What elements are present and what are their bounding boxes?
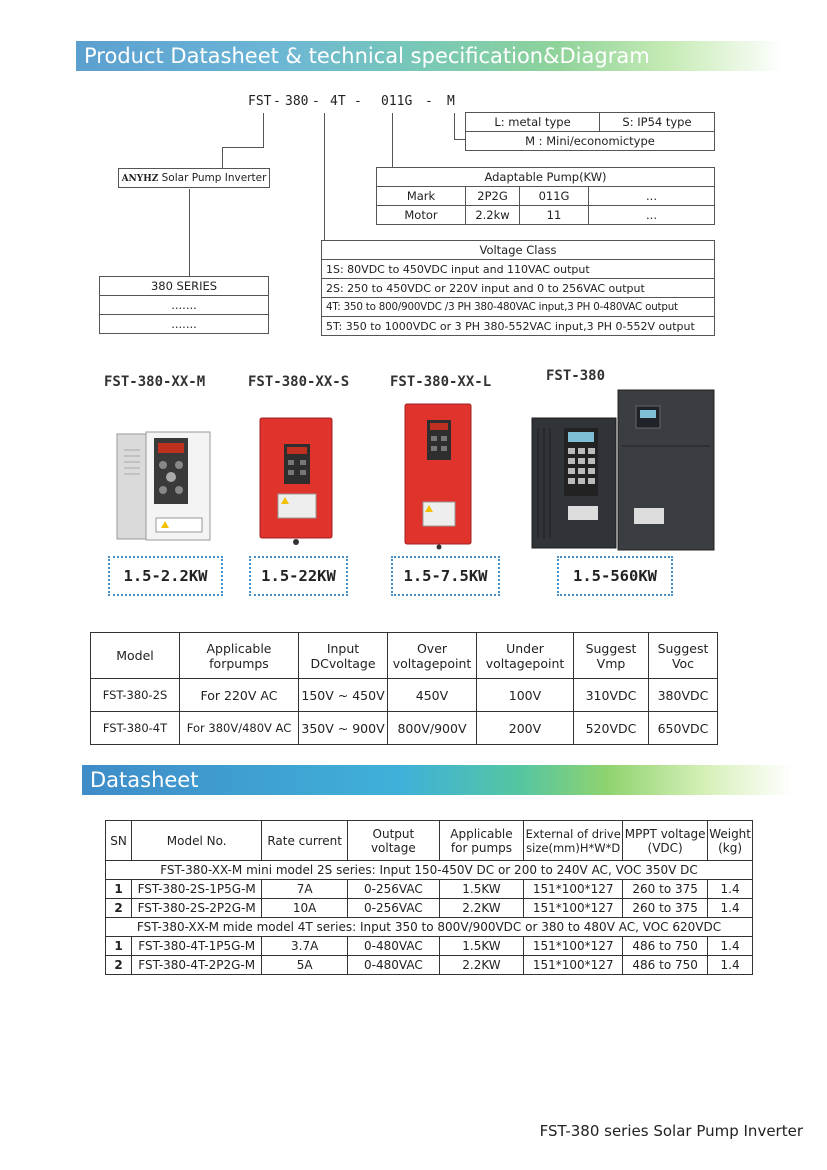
table-row	[106, 880, 753, 899]
model-table-cell: 380VDC	[649, 679, 718, 712]
pump-table-title: Adaptable Pump(KW)	[377, 168, 715, 187]
product-name-m: FST-380-XX-M	[104, 374, 206, 390]
model-table-cell: 150V ~ 450V	[299, 679, 388, 712]
voltage-table	[321, 240, 715, 336]
pump-cell: 2P2G	[466, 187, 520, 206]
datasheet-group-title: FST-380-XX-M mini model 2S series: Input 150-450V DC or 200 to 240V AC, VOC 350V DC	[106, 861, 753, 880]
voltage-row: 1S: 80VDC to 450VDC input and 110VAC output	[322, 260, 715, 279]
model-table-header: Applicable forpumps	[180, 633, 299, 679]
voltage-row: 2S: 250 to 450VDC or 220V input and 0 to 256VAC output	[322, 279, 715, 298]
datasheet-cell: 151*100*127	[524, 880, 623, 899]
code-part-4t: 4T	[330, 94, 346, 109]
pump-cell: 2.2kw	[466, 206, 520, 225]
model-table	[90, 632, 718, 745]
datasheet-cell: 486 to 750	[623, 937, 708, 956]
datasheet-group-title: FST-380-XX-M mide model 4T series: Input 350 to 800V/900VDC or 380 to 480V AC, VOC 620VDC	[106, 918, 753, 937]
datasheet-cell: FST-380-4T-2P2G-M	[132, 956, 262, 975]
datasheet-cell: 1.4	[708, 880, 753, 899]
power-label-m: 1.5-2.2KW	[108, 556, 223, 596]
brand-box	[118, 168, 270, 188]
datasheet-cell: 486 to 750	[623, 956, 708, 975]
pump-cell: 011G	[520, 187, 589, 206]
model-table-header: Over voltagepoint	[388, 633, 477, 679]
brand-label: Solar Pump Inverter	[161, 172, 267, 184]
pump-table	[376, 167, 715, 225]
model-table-header: Input DCvoltage	[299, 633, 388, 679]
connector-line	[454, 113, 455, 140]
series-cell: .......	[100, 296, 269, 315]
voltage-row: 4T: 350 to 800/900VDC /3 PH 380-480VAC input,3 PH 0-480VAC output	[322, 298, 715, 317]
pump-cell: Motor	[377, 206, 466, 225]
connector-line	[392, 113, 393, 167]
datasheet-cell: 1.4	[708, 956, 753, 975]
datasheet-cell: 0-256VAC	[348, 880, 439, 899]
datasheet-cell: 2	[106, 899, 132, 918]
code-dash: -	[354, 94, 362, 109]
datasheet-cell: 1	[106, 880, 132, 899]
datasheet-cell: 260 to 375	[623, 899, 708, 918]
inverter-image-s	[258, 416, 334, 546]
series-table	[99, 276, 269, 334]
inverter-image-fst380	[530, 388, 716, 552]
datasheet-cell: FST-380-4T-1P5G-M	[132, 937, 262, 956]
datasheet-cell: FST-380-2S-1P5G-M	[132, 880, 262, 899]
datasheet-cell: 5A	[262, 956, 348, 975]
footer-text: FST-380 series Solar Pump Inverter	[539, 1122, 803, 1140]
datasheet-header: Applicable for pumps	[439, 821, 524, 861]
datasheet-header: Rate current	[262, 821, 348, 861]
datasheet-header: SN	[106, 821, 132, 861]
datasheet-cell: 151*100*127	[524, 937, 623, 956]
datasheet-cell: 2.2KW	[439, 956, 524, 975]
connector-line	[222, 147, 223, 168]
banner-title: Product Datasheet & technical specification&Diagram	[84, 44, 650, 68]
datasheet-header: External of drive size(mm)H*W*D	[524, 821, 623, 861]
model-code	[248, 94, 468, 112]
model-table-header: Model	[91, 633, 180, 679]
datasheet-table	[105, 820, 753, 975]
section-banner-datasheet	[82, 765, 792, 795]
model-table-cell: 310VDC	[574, 679, 649, 712]
datasheet-cell: 151*100*127	[524, 899, 623, 918]
datasheet-cell: 10A	[262, 899, 348, 918]
code-dash: -	[312, 94, 320, 109]
banner-title: Datasheet	[90, 768, 199, 792]
model-table-header: Suggest Vmp	[574, 633, 649, 679]
inverter-image-mini	[116, 430, 212, 544]
datasheet-cell: 2.2KW	[439, 899, 524, 918]
code-part-380: 380	[285, 94, 309, 109]
datasheet-cell: FST-380-2S-2P2G-M	[132, 899, 262, 918]
connector-line	[324, 113, 325, 240]
power-label-s: 1.5-22KW	[249, 556, 348, 596]
datasheet-cell: 151*100*127	[524, 956, 623, 975]
model-table-cell: 200V	[477, 712, 574, 745]
type-table	[465, 112, 715, 151]
type-mini: M : Mini/economictype	[466, 132, 715, 151]
brand-logo: ANYHZ	[121, 174, 159, 184]
datasheet-cell: 1.4	[708, 899, 753, 918]
datasheet-cell: 1.4	[708, 937, 753, 956]
model-table-cell: 100V	[477, 679, 574, 712]
series-cell: .......	[100, 315, 269, 334]
connector-line	[222, 147, 264, 148]
model-table-cell: 450V	[388, 679, 477, 712]
datasheet-cell: 1.5KW	[439, 880, 524, 899]
pump-cell: 11	[520, 206, 589, 225]
code-part-m: M	[447, 94, 455, 109]
section-banner-specification	[76, 41, 784, 71]
pump-cell: ...	[589, 206, 715, 225]
code-part-fst: FST	[248, 94, 272, 109]
datasheet-header: Output voltage	[348, 821, 439, 861]
model-table-cell: For 380V/480V AC	[180, 712, 299, 745]
power-label-l: 1.5-7.5KW	[391, 556, 500, 596]
datasheet-cell: 3.7A	[262, 937, 348, 956]
model-table-cell: FST-380-2S	[91, 679, 180, 712]
type-metal: L: metal type	[466, 113, 600, 132]
type-ip54: S: IP54 type	[600, 113, 715, 132]
code-part-011g: 011G	[381, 94, 413, 109]
connector-line	[189, 189, 190, 276]
datasheet-cell: 1	[106, 937, 132, 956]
model-table-cell: 650VDC	[649, 712, 718, 745]
model-table-cell: For 220V AC	[180, 679, 299, 712]
voltage-row: 5T: 350 to 1000VDC or 3 PH 380-552VAC input,3 PH 0-552V output	[322, 317, 715, 336]
datasheet-cell: 0-480VAC	[348, 956, 439, 975]
voltage-table-title: Voltage Class	[322, 241, 715, 260]
datasheet-cell: 0-256VAC	[348, 899, 439, 918]
inverter-image-l	[403, 402, 473, 550]
pump-cell: ...	[589, 187, 715, 206]
model-table-cell: FST-380-4T	[91, 712, 180, 745]
datasheet-cell: 260 to 375	[623, 880, 708, 899]
datasheet-header: MPPT voltage (VDC)	[623, 821, 708, 861]
datasheet-header: Model No.	[132, 821, 262, 861]
product-name-l: FST-380-XX-L	[390, 374, 492, 390]
code-dash: -	[273, 94, 281, 109]
datasheet-cell: 1.5KW	[439, 937, 524, 956]
table-row	[106, 937, 753, 956]
model-table-header: Suggest Voc	[649, 633, 718, 679]
series-cell: 380 SERIES	[100, 277, 269, 296]
datasheet-cell: 0-480VAC	[348, 937, 439, 956]
datasheet-cell: 7A	[262, 880, 348, 899]
product-name-fst380: FST-380	[546, 368, 606, 384]
product-name-s: FST-380-XX-S	[248, 374, 350, 390]
connector-line	[263, 113, 264, 147]
model-table-cell: 350V ~ 900V	[299, 712, 388, 745]
pump-cell: Mark	[377, 187, 466, 206]
table-row	[106, 956, 753, 975]
datasheet-header: Weight (kg)	[708, 821, 753, 861]
power-label-fst380: 1.5-560KW	[557, 556, 673, 596]
model-table-cell: 520VDC	[574, 712, 649, 745]
code-dash: -	[425, 94, 433, 109]
table-row	[106, 899, 753, 918]
model-table-header: Under voltagepoint	[477, 633, 574, 679]
datasheet-cell: 2	[106, 956, 132, 975]
model-table-cell: 800V/900V	[388, 712, 477, 745]
